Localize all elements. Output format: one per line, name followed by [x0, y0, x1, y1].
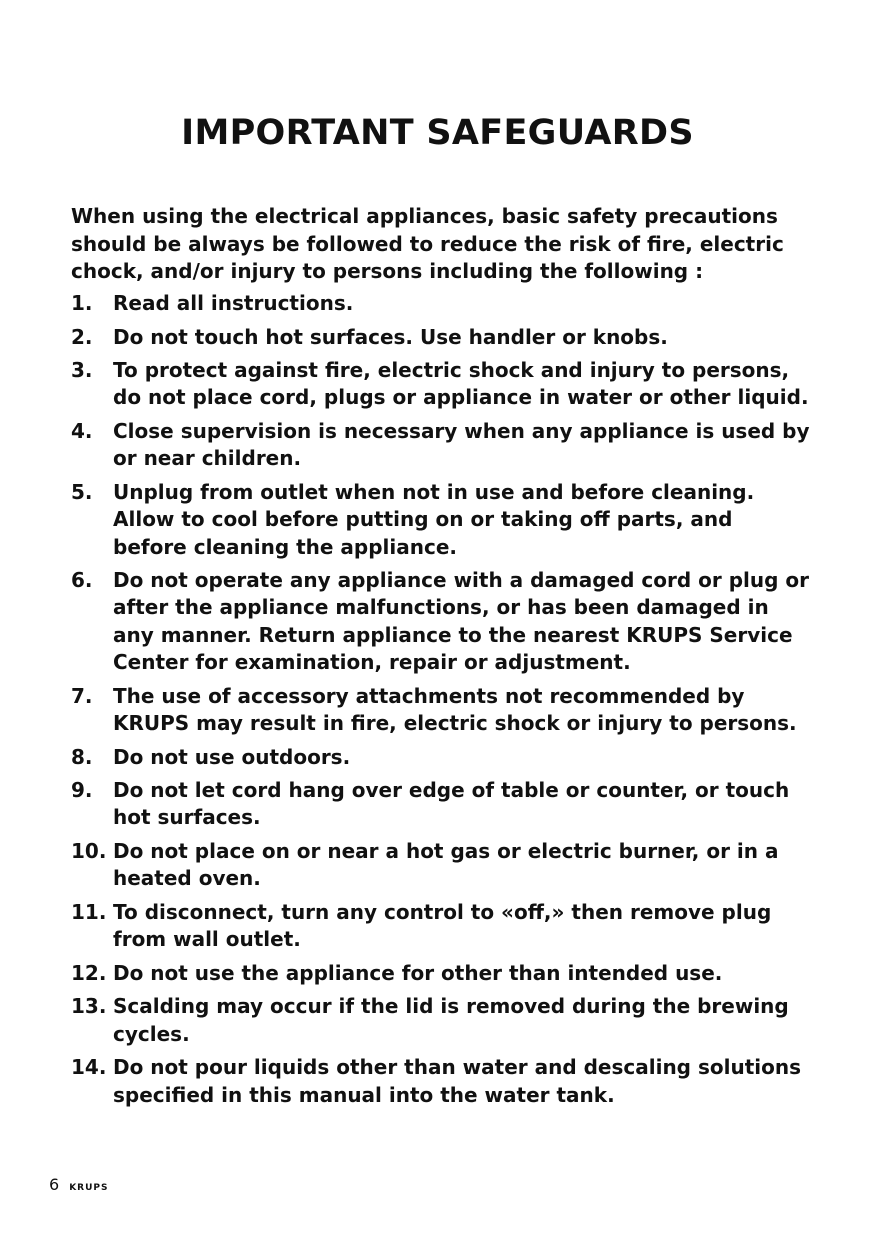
- item-number: 10.: [71, 839, 107, 864]
- item-text: Do not operate any appliance with a damaged cord or plug or after the appliance malfunctions, or has been damaged in any manner. Return appliance to the nearest KRUPS Service Center for examination, repair or adjustment.: [113, 568, 810, 675]
- item-text: Do not place on or near a hot gas or electric burner, or in a heated oven.: [113, 839, 779, 891]
- item-text: Close supervision is necessary when any appliance is used by or near children.: [113, 419, 810, 471]
- item-number: 14.: [71, 1055, 107, 1080]
- item-number: 12.: [71, 960, 107, 985]
- item-number: 8.: [71, 744, 93, 769]
- item-text: Do not touch hot surfaces. Use handler or knobs.: [113, 324, 668, 349]
- list-item: [71, 567, 811, 676]
- list-item: [71, 290, 811, 317]
- list-item: [71, 744, 811, 771]
- item-text: Do not pour liquids other than water and descaling solutions specified in this manual into the water tank.: [113, 1055, 801, 1107]
- list-item: [71, 479, 811, 561]
- item-text: Scalding may occur if the lid is removed during the brewing cycles.: [113, 994, 789, 1046]
- item-text: Unplug from outlet when not in use and before cleaning. Allow to cool before putting on or taking off parts, and before cleaning the appliance.: [113, 479, 755, 559]
- item-text: To disconnect, turn any control to «off,» then remove plug from wall outlet.: [113, 899, 772, 952]
- item-number: 5.: [71, 479, 93, 504]
- list-item: [71, 899, 811, 954]
- list-item: [71, 418, 811, 473]
- item-number: 6.: [71, 568, 93, 593]
- item-number: 2.: [71, 324, 93, 349]
- item-text: The use of accessory attachments not recommended by KRUPS may result in fire, electric shock or injury to persons.: [113, 683, 797, 735]
- item-text: Do not use the appliance for other than intended use.: [113, 960, 723, 985]
- page-footer: [49, 1175, 108, 1194]
- item-number: 7.: [71, 683, 93, 708]
- list-item: [71, 777, 811, 832]
- item-number: 1.: [71, 291, 93, 315]
- item-text: Do not use outdoors.: [113, 744, 351, 769]
- list-item: [71, 683, 811, 738]
- item-text: Do not let cord hang over edge of table or counter, or touch hot surfaces.: [113, 778, 790, 830]
- intro-paragraph: When using the electrical appliances, basic safety precautions should be always be followed to reduce the risk of fire, electric chock, and/or injury to persons including the following :: [71, 204, 784, 283]
- item-number: 11.: [71, 899, 107, 924]
- list-item: [71, 838, 811, 893]
- item-text: Read all instructions.: [113, 291, 354, 315]
- item-number: 4.: [71, 419, 93, 444]
- list-item: [71, 993, 811, 1048]
- list-item: [71, 1054, 811, 1109]
- page-number: 6: [49, 1175, 60, 1194]
- item-number: 9.: [71, 778, 93, 803]
- page-title: IMPORTANT SAFEGUARDS: [181, 113, 694, 153]
- list-item: [71, 324, 811, 351]
- item-number: 13.: [71, 994, 107, 1019]
- list-item: [71, 960, 811, 987]
- safeguards-list: [71, 290, 811, 1115]
- item-text: To protect against fire, electric shock and injury to persons, do not place cord, plugs or appliance in water or other liquid.: [113, 358, 809, 410]
- item-number: 3.: [71, 358, 93, 383]
- brand-logo-text: KRUPS: [69, 1183, 109, 1193]
- list-item: [71, 357, 811, 412]
